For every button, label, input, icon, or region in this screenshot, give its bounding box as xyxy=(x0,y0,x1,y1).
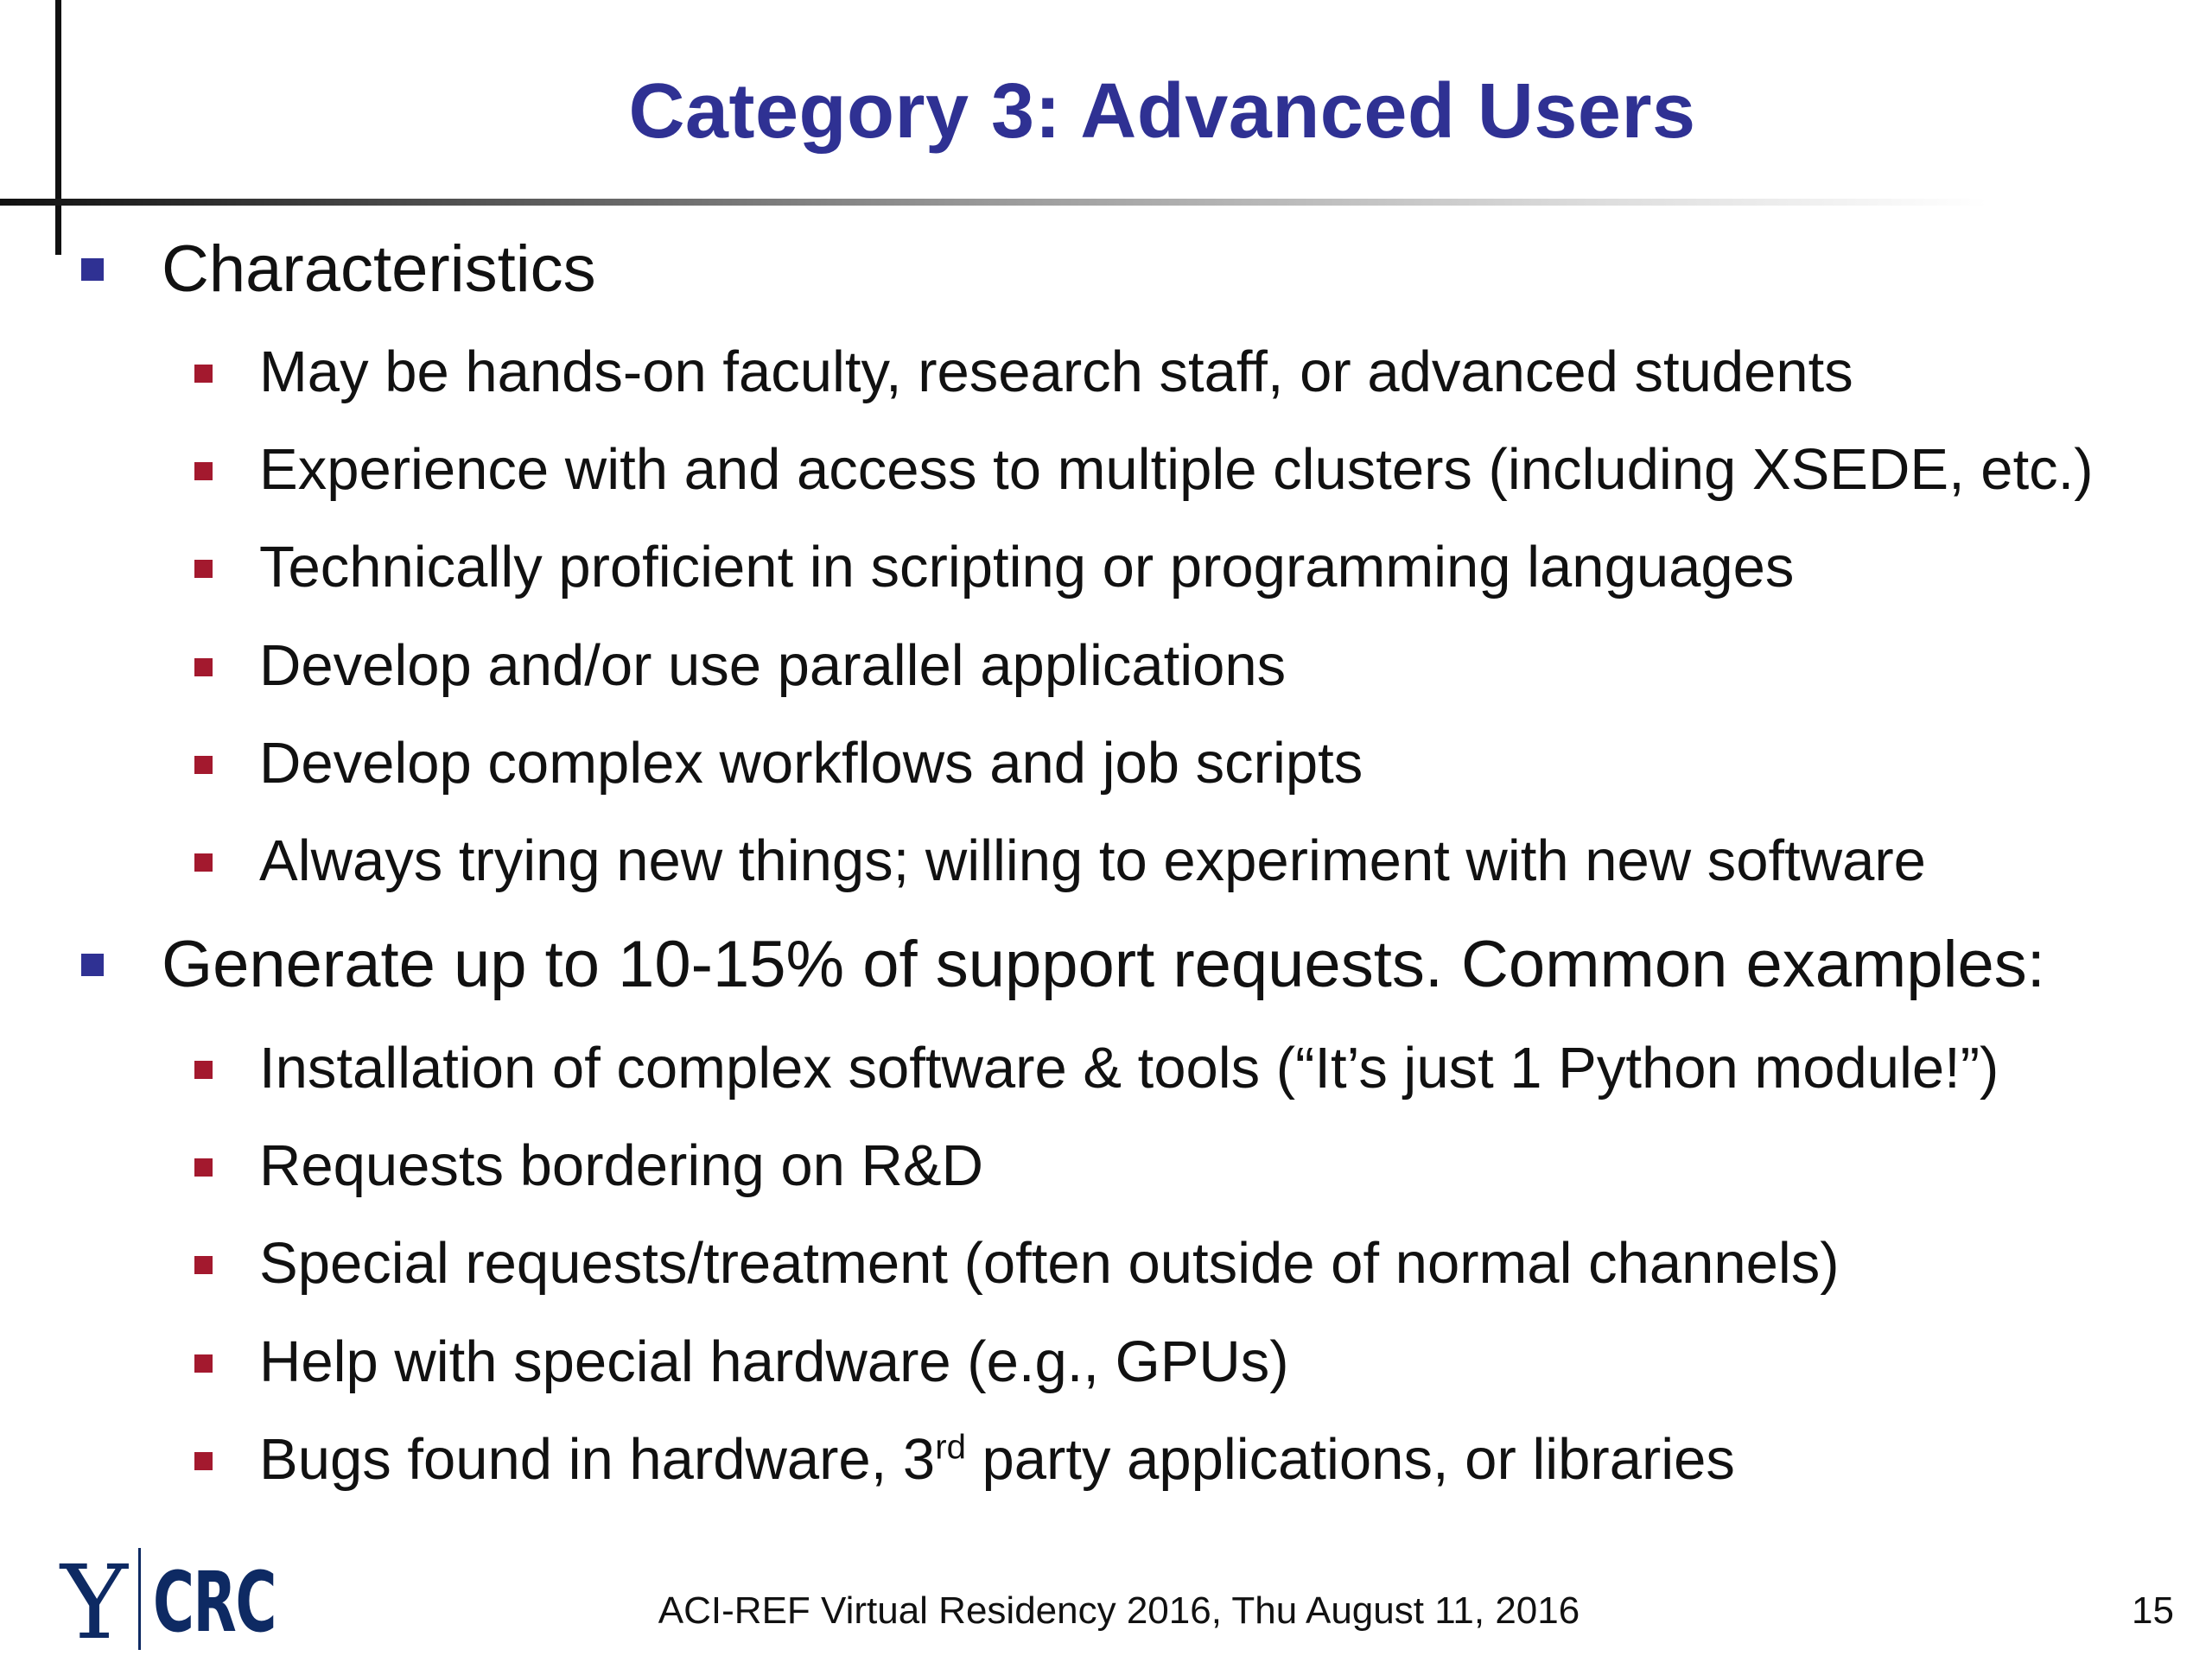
sub-bullet-text: Installation of complex software & tools (“It’s just 1 Python module!”) xyxy=(259,1036,1999,1101)
sub-bullet-text: Always trying new things; willing to experiment with new software xyxy=(259,828,1926,893)
text-before-superscript: Bugs found in hardware, 3 xyxy=(259,1427,936,1492)
square-bullet-icon xyxy=(81,258,104,281)
square-bullet-icon xyxy=(194,1061,213,1079)
sub-bullet-text: Technically proficient in scripting or programming languages xyxy=(259,535,1795,599)
square-bullet-icon xyxy=(194,1158,213,1177)
square-bullet-icon xyxy=(194,1256,213,1274)
square-bullet-icon xyxy=(194,1354,213,1373)
square-bullet-icon xyxy=(194,756,213,774)
square-bullet-icon xyxy=(194,658,213,676)
sub-bullet-text: Experience with and access to multiple clusters (including XSEDE, etc.) xyxy=(259,437,2094,502)
square-bullet-icon xyxy=(194,853,213,872)
square-bullet-icon xyxy=(194,1452,213,1470)
text-after-superscript: party applications, or libraries xyxy=(965,1427,1735,1492)
square-bullet-icon xyxy=(194,560,213,578)
superscript: rd xyxy=(935,1427,966,1467)
sub-bullet-text: Develop and/or use parallel applications xyxy=(259,633,1287,698)
page-number: 15 xyxy=(2132,1589,2174,1632)
sub-bullet-text: Develop complex workflows and job scripts xyxy=(259,731,1363,796)
sub-bullet-text: May be hands-on faculty, research staff, or advanced students xyxy=(259,339,1853,404)
sub-bullet-text: Help with special hardware (e.g., GPUs) xyxy=(259,1329,1289,1394)
square-bullet-icon xyxy=(194,462,213,480)
decorative-horizontal-rule xyxy=(0,199,1987,206)
sub-bullet-text: Special requests/treatment (often outside of normal channels) xyxy=(259,1231,1840,1296)
bullet-text: Characteristics xyxy=(162,232,596,306)
logo-crc: CRC xyxy=(152,1554,276,1651)
footer-text: ACI-REF Virtual Residency 2016, Thu August 11, 2016 xyxy=(658,1589,1580,1632)
square-bullet-icon xyxy=(81,954,104,976)
sub-bullet-text: Requests bordering on R&D xyxy=(259,1133,983,1198)
slide-title: Category 3: Advanced Users xyxy=(628,68,1696,155)
square-bullet-icon xyxy=(194,365,213,383)
bullet-text: Generate up to 10-15% of support requests. Common examples: xyxy=(162,928,2045,1001)
logo-y: Y xyxy=(60,1543,128,1662)
sub-bullet-text xyxy=(259,1421,1735,1499)
